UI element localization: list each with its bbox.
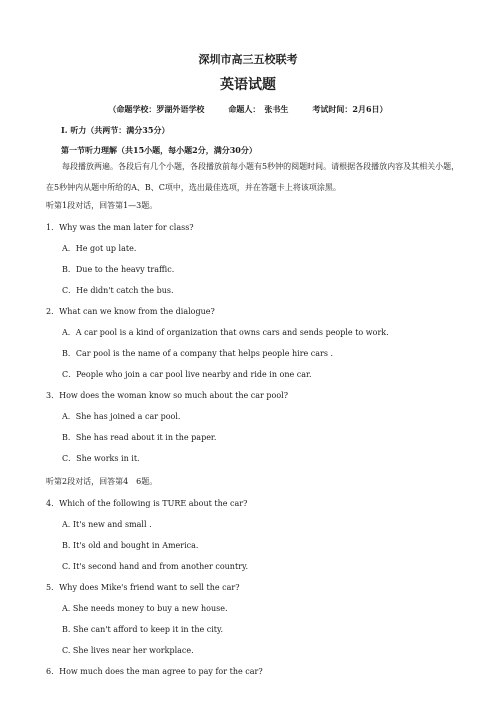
answer-option: A．He got up late.	[62, 244, 137, 253]
question-stem: 3．How does the woman know so much about the car pool?	[46, 391, 289, 400]
dialogue-1-intro: 听第1段对话，回答第1—3题。	[46, 201, 158, 210]
school-title: 深圳市高三五校联考	[198, 53, 298, 66]
answer-option: A．A car pool is a kind of organization that owns cars and sends people to work.	[62, 328, 389, 337]
answer-option: A．She has joined a car pool.	[62, 412, 181, 421]
question-stem: 2．What can we know from the dialogue?	[46, 307, 215, 316]
instructions-paragraph: 每段播放两遍。各段后有几个小题，各段播放前每小题有5秒钟的阅题时间。请根据各段播放内容及其相关小题，在5秒钟内从题中所给的A、B、C项中，选出最佳选项，并在答题卡上将该项涂黑。	[46, 162, 460, 192]
answer-option: C. It's second hand and from another country.	[62, 562, 248, 571]
answer-option: C. She lives near her workplace.	[62, 646, 194, 655]
question-stem: 5．Why does Mike's friend want to sell the car?	[46, 583, 240, 592]
subject-title: 英语试题	[220, 77, 276, 93]
answer-option: C．People who join a car pool live nearby and ride in one car.	[62, 370, 312, 379]
answer-option: B. She can't afford to keep it in the city.	[62, 625, 224, 634]
answer-option: A. It's new and small .	[62, 520, 152, 529]
answer-option: B. It's old and bought in America.	[62, 541, 199, 550]
exam-meta: （命题学校：罗湖外语学校 命题人： 张书生 考试时间：2月6日）	[108, 104, 388, 114]
answer-option: B．She has read about it in the paper.	[62, 433, 217, 442]
dialogue-2-intro: 听第2段对话，回答第4 6题。	[46, 477, 158, 486]
question-stem: 4．Which of the following is TURE about the car?	[46, 499, 248, 508]
answer-option: C．He didn't catch the bus.	[62, 286, 174, 295]
question-stem: 6．How much does the man agree to pay for the car?	[46, 667, 263, 676]
answer-option: B．Due to the heavy traffic.	[62, 265, 175, 274]
part-heading: I. 听力（共两节：满分35分）	[61, 125, 170, 135]
section-heading: 第一节听力理解（共15小题，每小题2分，满分30分）	[61, 145, 257, 155]
answer-option: B．Car pool is the name of a company that helps people hire cars .	[62, 349, 334, 358]
question-stem: 1．Why was the man later for class?	[46, 223, 194, 232]
answer-option: C．She works in it.	[62, 454, 140, 463]
answer-option: A. She needs money to buy a new house.	[62, 604, 228, 613]
